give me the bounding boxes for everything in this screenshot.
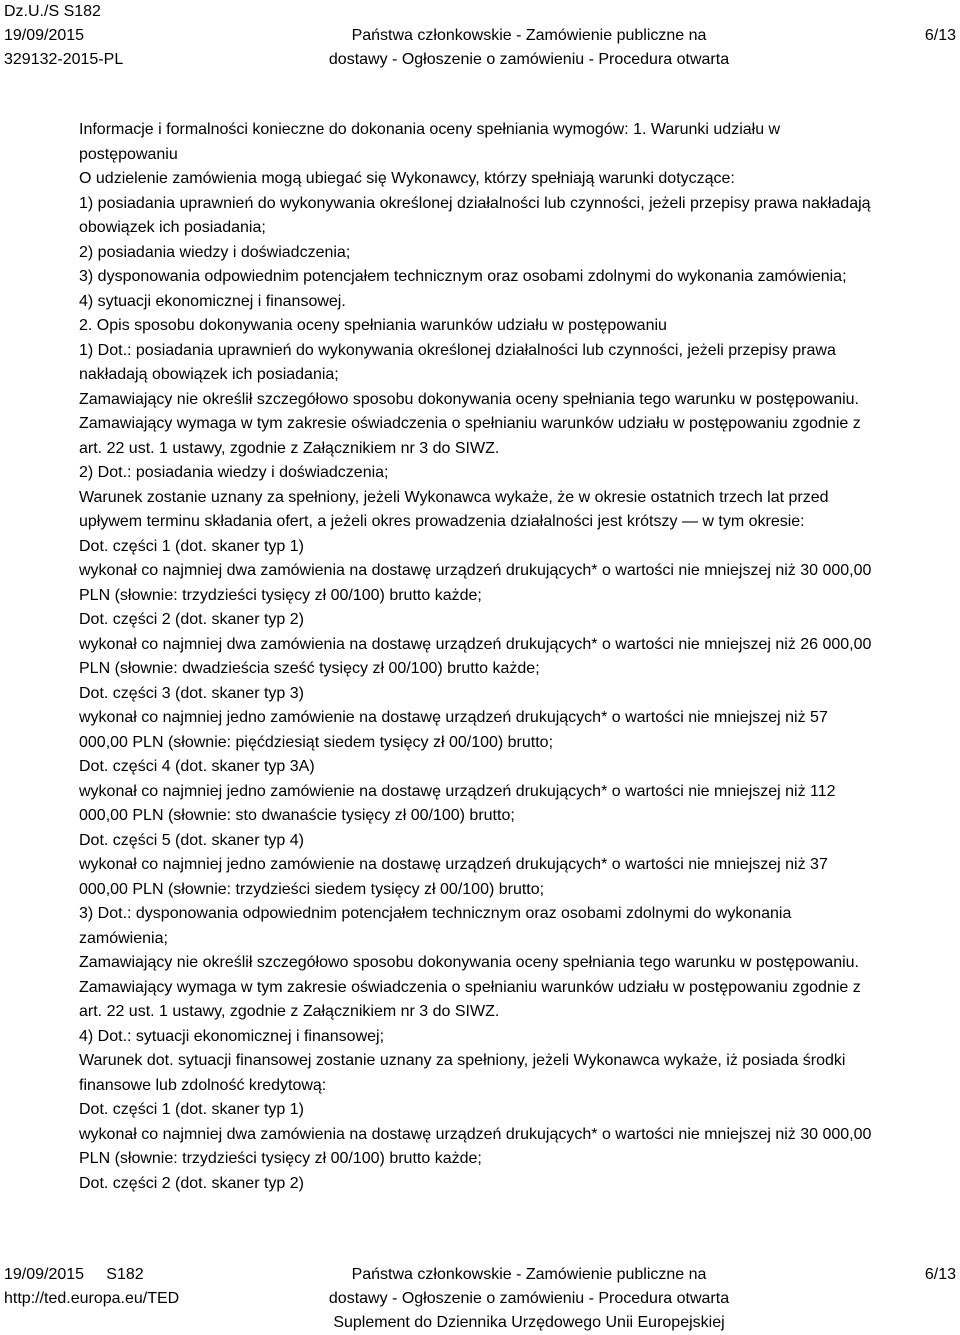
body-line: Dot. części 2 (dot. skaner typ 2) (79, 611, 304, 628)
body-line: art. 22 ust. 1 ustawy, zgodnie z Załącznikiem nr 3 do SIWZ. (79, 1003, 500, 1020)
body-line: wykonał co najmniej dwa zamówienia na dostawę urządzeń drukujących* o wartości nie mniejszej niż 26 000,00 (79, 635, 872, 653)
footer-title-line-1: Państwa członkowskie - Zamówienie publiczne na (351, 1266, 707, 1283)
body-line: 1) Dot.: posiadania uprawnień do wykonywania określonej działalności lub czynności, jeżeli przepisy prawa (79, 341, 836, 359)
body-line: PLN (słownie: dwadzieścia sześć tysięcy zł 00/100) brutto każde; (79, 660, 540, 677)
header-title-line-2: dostawy - Ogłoszenie o zamówieniu - Procedura otwarta (328, 51, 730, 68)
footer-title-line-3: Suplement do Dziennika Urzędowego Unii Europejskiej (333, 1314, 725, 1331)
header-right (925, 0, 956, 48)
body-line: 2. Opis sposobu dokonywania oceny spełniania warunków udziału w postępowaniu (79, 317, 667, 334)
body-line: wykonał co najmniej jedno zamówienie na dostawę urządzeń drukujących* o wartości nie mniejszej niż 57 (79, 709, 828, 726)
body-line: 2) Dot.: posiadania wiedzy i doświadczenia; (79, 464, 389, 481)
body-line: Dot. części 2 (dot. skaner typ 2) (79, 1174, 304, 1192)
footer-title-line-2: dostawy - Ogłoszenie o zamówieniu - Procedura otwarta (328, 1290, 730, 1307)
footer-url: http://ted.europa.eu/TED (4, 1290, 180, 1307)
header-date: 19/09/2015 (4, 27, 85, 44)
body-line: 000,00 PLN (słownie: pięćdziesiąt siedem tysięcy zł 00/100) brutto; (79, 733, 554, 751)
body-line: art. 22 ust. 1 ustawy, zgodnie z Załącznikiem nr 3 do SIWZ. (79, 439, 500, 457)
body-line: wykonał co najmniej dwa zamówienia na dostawę urządzeń drukujących* o wartości nie mniejszej niż 30 000,00 (79, 1125, 872, 1143)
header-page-number: 6/13 (924, 27, 956, 44)
body-line: postępowaniu (79, 145, 178, 163)
header-title-line-1: Państwa członkowskie - Zamówienie publiczne na (351, 27, 707, 44)
body-line: Dot. części 5 (dot. skaner typ 4) (79, 831, 304, 849)
body-line: 4) Dot.: sytuacji ekonomicznej i finansowej; (79, 1027, 385, 1045)
header-center (0, 0, 960, 72)
header-journal-ref: Dz.U./S S182 (4, 3, 101, 20)
body-line: Warunek zostanie uznany za spełniony, jeżeli Wykonawca wykaże, że w okresie ostatnich trzech lat przed (79, 488, 829, 506)
body-line: Dot. części 1 (dot. skaner typ 1) (79, 1101, 304, 1118)
body-line: 000,00 PLN (słownie: trzydzieści siedem tysięcy zł 00/100) brutto; (79, 880, 545, 898)
body-line: Dot. części 1 (dot. skaner typ 1) (79, 537, 304, 555)
body-line: wykonał co najmniej dwa zamówienia na dostawę urządzeń drukujących* o wartości nie mniejszej niż 30 000,00 (79, 562, 872, 579)
footer-right (925, 1263, 956, 1287)
body-line: Zamawiający wymaga w tym zakresie oświadczenia o spełnianiu warunków udziału w postępowaniu zgodnie z (79, 415, 861, 432)
footer-center (0, 1263, 960, 1335)
body-line: 000,00 PLN (słownie: sto dwanaście tysięcy zł 00/100) brutto; (79, 807, 515, 824)
document-body (79, 118, 959, 1196)
body-line: obowiązek ich posiadania; (79, 219, 266, 236)
body-line: 3) Dot.: dysponowania odpowiednim potencjałem technicznym oraz osobami zdolnymi do wykonania (79, 905, 792, 922)
body-line: upływem terminu składania ofert, a jeżeli okres prowadzenia działalności jest krótszy — w tym okresie: (79, 513, 805, 530)
body-line: 1) posiadania uprawnień do wykonywania określonej działalności lub czynności, jeżeli przepisy prawa nakładają (79, 194, 871, 212)
body-line: Informacje i formalności konieczne do dokonania oceny spełniania wymogów: 1. Warunki udziału w (79, 121, 781, 138)
body-line: Dot. części 3 (dot. skaner typ 3) (79, 684, 304, 702)
body-line: Zamawiający nie określił szczegółowo sposobu dokonywania oceny spełniania tego warunku w postępowaniu. (79, 954, 859, 971)
body-line: PLN (słownie: trzydzieści tysięcy zł 00/100) brutto każde; (79, 586, 482, 604)
footer-page-number: 6/13 (924, 1266, 956, 1283)
body-line: 4) sytuacji ekonomicznej i finansowej. (79, 292, 346, 310)
body-line: finansowe lub zdolność kredytową: (79, 1076, 327, 1094)
body-line: Zamawiający nie określił szczegółowo sposobu dokonywania oceny spełniania tego warunku w postępowaniu. (79, 390, 859, 408)
body-line: Dot. części 4 (dot. skaner typ 3A) (79, 758, 315, 775)
body-line: Warunek dot. sytuacji finansowej zostanie uznany za spełniony, jeżeli Wykonawca wykaże, iż posiada środki (79, 1052, 846, 1069)
body-line: 2) posiadania wiedzy i doświadczenia; (79, 243, 351, 261)
body-line: 3) dysponowania odpowiednim potencjałem technicznym oraz osobami zdolnymi do wykonania zamówienia; (79, 268, 847, 285)
body-line: PLN (słownie: trzydzieści tysięcy zł 00/100) brutto każde; (79, 1150, 482, 1167)
body-line: wykonał co najmniej jedno zamówienie na dostawę urządzeń drukujących* o wartości nie mniejszej niż 37 (79, 856, 828, 873)
header-notice-id: 329132-2015-PL (4, 51, 124, 68)
body-line: zamówienia; (79, 929, 168, 947)
body-line: wykonał co najmniej jedno zamówienie na dostawę urządzeń drukujących* o wartości nie mniejszej niż 112 (79, 782, 836, 800)
footer-date-issue: 19/09/2015 S182 (4, 1266, 144, 1283)
body-line: Zamawiający wymaga w tym zakresie oświadczenia o spełnianiu warunków udziału w postępowaniu zgodnie z (79, 978, 861, 996)
body-line: O udzielenie zamówienia mogą ubiegać się Wykonawcy, którzy spełniają warunki dotyczące: (79, 170, 735, 187)
body-line: nakładają obowiązek ich posiadania; (79, 366, 339, 383)
